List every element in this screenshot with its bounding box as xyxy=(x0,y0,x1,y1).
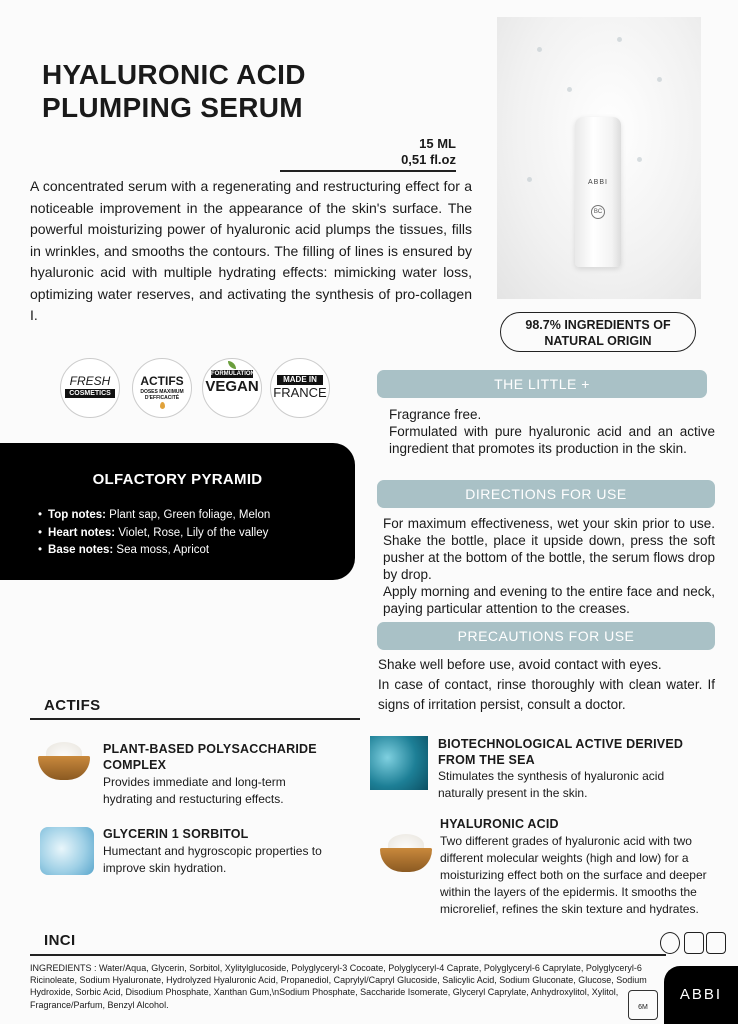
heart-notes-value: Violet, Rose, Lily of the valley xyxy=(118,526,269,539)
directions-paragraph-1: For maximum effectiveness, wet your skin prior to use. Shake the bottle, place it upside down, press the soft pusher at the bottom of the bottle, the serum flows drop by drop. xyxy=(383,516,715,582)
actifs-divider xyxy=(30,718,360,720)
heart-notes xyxy=(38,525,355,543)
vegan-logo-text: VEGAN xyxy=(205,378,259,395)
precautions-paragraph-2: In case of contact, rinse thoroughly with clean water. If signs of irritation persist, consult a doctor. xyxy=(378,677,715,712)
precautions-header: PRECAUTIONS FOR USE xyxy=(377,622,715,650)
volume-floz: 0,51 fl.oz xyxy=(401,152,456,167)
bottle-icon xyxy=(684,932,704,954)
actifs-logo xyxy=(132,358,192,418)
actif-title-biotech: BIOTECHNOLOGICAL ACTIVE DERIVED FROM THE SEA xyxy=(438,737,684,767)
recycle-icon xyxy=(660,932,680,954)
actifs-logo-text: ACTIFS xyxy=(140,374,184,388)
product-title xyxy=(42,58,462,124)
bottle-brand: ABBI xyxy=(588,179,608,186)
olfactory-pyramid-panel xyxy=(0,443,355,580)
base-notes-value: Sea moss, Apricot xyxy=(116,544,210,556)
directions-header: DIRECTIONS FOR USE xyxy=(377,480,715,508)
cosmetics-logo-text: COSMETICS xyxy=(65,389,115,398)
base-notes-label: Base notes: xyxy=(48,544,114,556)
product-photo xyxy=(497,17,701,299)
bin-icon xyxy=(706,932,726,954)
water-drop xyxy=(617,37,622,42)
actif-desc-hyaluronic: Two different grades of hyaluronic acid with two different molecular weights (high and low) for a moisturizing effect both on the surface and deeper within the layers of the epidermis. It smooths the microrelief, refines the skin texture and hydrates. xyxy=(440,834,707,916)
little-plus-line-1: Fragrance free. xyxy=(389,407,482,422)
top-notes xyxy=(38,507,355,525)
actif-title-hyaluronic: HYALURONIC ACID xyxy=(440,817,559,831)
precautions-text xyxy=(378,655,715,715)
intro-paragraph: A concentrated serum with a regenerating and restructuring effect for a noticeable improvement in the appearance of the skin's surface. The powerful moisturizing power of hyaluronic acid plumps the tissues, fills in wrinkles, and smooths the contours. The filling of lines is ensured by hyaluronic acid with multiple hydrating effects: mimicking water loss, optimizing water reserves, and activating the synthesis of pro-collagen I. xyxy=(30,178,472,323)
actif-desc-polysaccharide: Provides immediate and long-term hydrating and restucturing effects. xyxy=(103,775,286,806)
olfactory-title: OLFACTORY PYRAMID xyxy=(92,471,263,488)
actif-title-polysaccharide: PLANT-BASED POLYSACCHARIDE COMPLEX xyxy=(103,742,317,772)
top-notes-value: Plant sap, Green foliage, Melon xyxy=(109,509,271,521)
sea-water-image xyxy=(370,736,428,790)
vegan-logo xyxy=(202,358,262,418)
natural-badge-line-2: NATURAL ORIGIN xyxy=(544,334,652,348)
drop-icon xyxy=(160,402,165,409)
formulation-tag: FORMULATION xyxy=(211,371,255,377)
heart-notes-label: Heart notes: xyxy=(48,526,116,539)
actif-title-glycerin: GLYCERIN 1 SORBITOL xyxy=(103,827,249,841)
precautions-paragraph-1: Shake well before use, avoid contact with eyes. xyxy=(378,657,662,672)
period-after-opening-icon: 6M xyxy=(628,990,658,1020)
little-plus-header: THE LITTLE + xyxy=(377,370,707,398)
fresh-logo-text: FRESH xyxy=(69,374,111,388)
top-notes-label: Top notes: xyxy=(48,509,106,521)
recycling-icons xyxy=(660,932,730,956)
water-drop xyxy=(537,47,542,52)
bowl-image xyxy=(380,848,432,872)
volume-info xyxy=(280,136,456,172)
made-in-france-logo xyxy=(270,358,330,418)
serum-bottle xyxy=(575,117,621,267)
bottle-badge: BC xyxy=(591,205,605,219)
little-plus-line-2: Formulated with pure hyaluronic acid and an active ingredient that promotes its production in the skin. xyxy=(389,424,715,456)
actifs-heading: ACTIFS xyxy=(44,697,101,714)
title-line-2: PLUMPING SERUM xyxy=(42,92,303,123)
inci-heading: INCI xyxy=(44,932,76,949)
actif-desc-biotech: Stimulates the synthesis of hyaluronic acid naturally present in the skin. xyxy=(438,769,665,800)
brand-logo: ABBI xyxy=(664,966,738,1024)
france-text: FRANCE xyxy=(273,385,327,400)
natural-badge-line-1: 98.7% INGREDIENTS OF xyxy=(525,318,671,332)
base-notes xyxy=(38,542,355,560)
plant-powder-bowl-image xyxy=(38,740,90,780)
olfactory-notes-list xyxy=(0,507,355,560)
made-in-text: MADE IN xyxy=(277,375,323,385)
little-plus-text xyxy=(389,406,715,457)
hyaluronic-powder-bowl-image xyxy=(380,832,432,872)
certification-logos xyxy=(60,358,330,418)
fresh-cosmetics-logo xyxy=(60,358,120,418)
actifs-logo-subtext: DOSES MAXIMUM D'EFFICACITÉ xyxy=(140,389,184,401)
natural-origin-badge xyxy=(500,312,696,352)
water-drop xyxy=(657,77,662,82)
leaf-icon xyxy=(228,361,236,369)
ingredients-list: INGREDIENTS : Water/Aqua, Glycerin, Sorbitol, Xylitylglucoside, Polyglyceryl-3 Cocoate, Polyglyceryl-4 Caprate, Polyglyceryl-6 Caprylate, Polyglyceryl-6 Ricinoleate, Sodium Hyaluronate, Hydrolyzed Hyaluronic Acid, Propanediol, Caprylyl/Capryl Glucoside, Salicylic Acid, Sodium Gluconate, Glucose, Sodium Hydroxide, Sorbic Acid, Disodium Phosphate, Xanthan Gum,\nSodium Phosphate, Saccharide Isomerate, Glyceryl Caprylate, Anhydroxylitol, Xylitol, Fragrance/Parfum, Benzyl Alcohol. xyxy=(30,963,647,1010)
title-line-1: HYALURONIC ACID xyxy=(42,59,306,90)
water-drop xyxy=(527,177,532,182)
directions-paragraph-2: Apply morning and evening to the entire face and neck, paying particular attention to the creases. xyxy=(383,584,715,616)
directions-text xyxy=(383,515,715,617)
water-drop xyxy=(637,157,642,162)
bowl-image xyxy=(38,756,90,780)
water-drop xyxy=(567,87,572,92)
glycerin-gel-image xyxy=(40,827,94,875)
actif-desc-glycerin: Humectant and hygroscopic properties to improve skin hydration. xyxy=(103,844,322,875)
inci-divider xyxy=(30,954,666,956)
volume-ml: 15 ML xyxy=(419,136,456,151)
